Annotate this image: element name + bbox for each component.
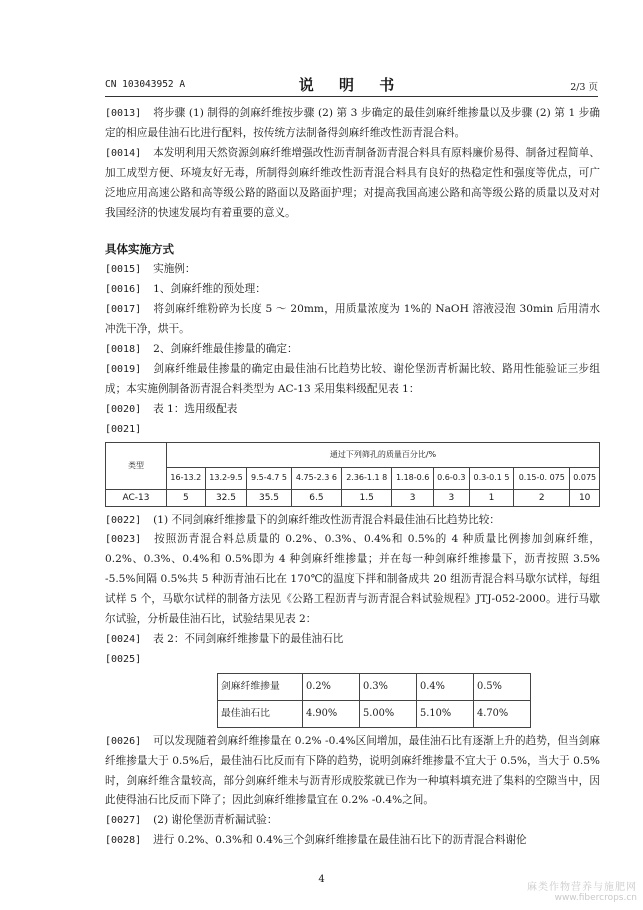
paragraph-tag: [0028] xyxy=(105,835,142,847)
paragraph-text: (2) 谢伦堡沥青析漏试验： xyxy=(153,814,278,827)
table-cell-type: AC-13 xyxy=(106,489,167,506)
paragraph-0022 xyxy=(105,511,600,531)
sieve-header: 9.5-4.7 5 xyxy=(247,467,291,489)
section-heading: 具体实施方式 xyxy=(105,242,174,257)
paragraph-0019 xyxy=(105,360,600,400)
table-cell: 5 xyxy=(167,489,206,506)
paragraph-tag: [0013] xyxy=(105,108,142,119)
table-cell: 0.4% xyxy=(417,673,474,700)
sieve-header: 0.3-0.1 5 xyxy=(469,467,513,489)
table-cell: 5.00% xyxy=(360,700,417,727)
sieve-header: 16-13.2 xyxy=(167,467,206,489)
paragraph-text: 1、剑麻纤维的预处理： xyxy=(153,283,266,296)
table-cell: 0.3% xyxy=(360,673,417,700)
paragraph-tag: [0025] xyxy=(105,653,142,665)
paragraph-text: 将剑麻纤维粉碎为长度 5 ～ 20mm，用质量浓度为 1%的 NaOH 溶液浸泡 30min 后用清水冲洗干净，烘干。 xyxy=(105,303,600,336)
paragraph-0026 xyxy=(105,732,600,812)
paragraph-text: 按照沥青混合料总质量的 0.2%、0.3%、0.4%和 0.5%的 4 种质量比例掺加剑麻纤维，0.2%、0.3%、0.4%和 0.5%即为 4 种剑麻纤维掺量；并在每一种剑麻纤维掺量下，沥青按照 3.5% -5.5%间隔 0.5%共 5 种沥青油石比在 170℃的温度下拌和制备成共 20 组沥青混合料马歇尔试样，每组试样 5 个，马歇尔试样的制备方法见《公路工程沥青与沥青混合料试验规程》JTJ-052-2000。进行马歇尔试验，分析最佳油石比，试验结果见表 2： xyxy=(105,533,600,626)
paragraph-text: (1) 不同剑麻纤维掺量下的剑麻纤维改性沥青混合料最佳油石比趋势比较： xyxy=(153,513,500,526)
paragraph-text: 表 2：不同剑麻纤维掺量下的最佳油石比 xyxy=(153,632,344,645)
paragraph-tag: [0027] xyxy=(105,815,142,827)
paragraph-0016 xyxy=(105,280,600,300)
paragraph-0023 xyxy=(105,530,600,630)
table-cell: 2 xyxy=(514,489,570,506)
document-body xyxy=(105,104,600,851)
sieve-header: 0.15-0. 075 xyxy=(514,467,570,489)
table-cell: 4.70% xyxy=(474,700,531,727)
table-cell: 10 xyxy=(570,489,600,506)
paragraph-text: 表 1：选用级配表 xyxy=(153,402,238,415)
paragraph-text: 将步骤 (1) 制得的剑麻纤维按步骤 (2) 第 3 步确定的最佳剑麻纤维掺量以及步骤 (2) 第 1 步确定的相应最佳油石比进行配料，按传统方法制备得剑麻纤维改性沥青混合料。 xyxy=(105,107,600,139)
paragraph-0027 xyxy=(105,811,600,831)
paragraph-tag: [0024] xyxy=(105,633,142,645)
paragraph-0015 xyxy=(105,260,600,280)
table-cell: 6.5 xyxy=(291,489,341,506)
table-cell: 3 xyxy=(392,489,434,506)
paragraph-text: 实施例： xyxy=(153,263,196,276)
paragraph-0014 xyxy=(105,144,600,224)
paragraph-0017 xyxy=(105,300,600,340)
table-cell: 35.5 xyxy=(247,489,291,506)
table-cell: 1.5 xyxy=(342,489,392,506)
table-header-type: 类型 xyxy=(106,442,167,489)
sieve-header: 0.6-0.3 xyxy=(433,467,469,489)
table-cell: 3 xyxy=(433,489,469,506)
paragraph-tag: [0022] xyxy=(105,514,142,526)
table-header-group: 通过下列筛孔的质量百分比/% xyxy=(167,442,600,467)
paragraph-tag: [0017] xyxy=(105,304,142,316)
optimal-asphalt-ratio-table xyxy=(217,673,531,728)
sieve-header: 4.75-2.3 6 xyxy=(291,467,341,489)
table-cell: 0.5% xyxy=(474,673,531,700)
paragraph-tag: [0021] xyxy=(105,423,142,435)
table-cell: 4.90% xyxy=(303,700,360,727)
table-cell: 32.5 xyxy=(205,489,247,506)
gradation-table xyxy=(105,442,600,507)
paragraph-tag: [0020] xyxy=(105,403,142,415)
row-label-fiber-content: 剑麻纤维掺量 xyxy=(218,673,303,700)
paragraph-0018 xyxy=(105,340,600,360)
paragraph-0021 xyxy=(105,420,600,440)
paragraph-0028 xyxy=(105,831,600,851)
row-label-optimal-ratio: 最佳油石比 xyxy=(218,700,303,727)
watermark-url: www.fibercrops.cn xyxy=(554,893,637,903)
paragraph-tag: [0026] xyxy=(105,735,142,747)
patent-number: CN 103043952 A xyxy=(105,79,186,90)
sieve-header: 13.2-9.5 xyxy=(205,467,247,489)
sieve-header: 2.36-1.1 8 xyxy=(342,467,392,489)
page-number: 4 xyxy=(318,874,325,885)
paragraph-tag: [0014] xyxy=(105,147,142,159)
page-count: 2/3 页 xyxy=(570,82,598,93)
watermark-line: 麻类作物营养与施肥网 xyxy=(527,882,637,893)
table-row xyxy=(218,673,531,700)
table-cell: 5.10% xyxy=(417,700,474,727)
table-cell: 1 xyxy=(469,489,513,506)
spacer xyxy=(105,223,600,238)
paragraph-tag: [0015] xyxy=(105,264,142,276)
table-row xyxy=(218,700,531,727)
paragraph-text: 2、剑麻纤维最佳掺量的确定： xyxy=(153,342,298,355)
paragraph-text: 可以发现随着剑麻纤维掺量在 0.2% -0.4%区间增加，最佳油石比有逐渐上升的趋势，但当剑麻纤维掺量大于 0.5%后，最佳油石比反而有下降的趋势，说明剑麻纤维掺量不宜大于 0.5%，当大于 0.5%时，剑麻纤维含量较高，部分剑麻纤维未与沥青形成胶浆就已作为一种填料填充进了集料的空隙当中，因此使得油石比反而下降了；因此剑麻纤维掺量宜在 0.2% -0.4%之间。 xyxy=(105,734,600,807)
paragraph-text: 进行 0.2%、0.3%和 0.4%三个剑麻纤维掺量在最佳油石比下的沥青混合料谢伦 xyxy=(153,834,527,847)
paragraph-text: 本发明利用天然资源剑麻纤维增强改性沥青制备沥青混合料具有原料廉价易得、制备过程简单、加工成型方便、环境友好无毒，所制得剑麻纤维改性沥青混合料具有良好的热稳定性和强度等优点，可广泛地应用高速公路和高等级公路的路面以及路面护理；对提高我国高速公路和高等级公路的质量以及对对我国经济的快速发展均有着重要的意义。 xyxy=(105,146,600,219)
paragraph-0025 xyxy=(105,650,600,670)
paragraph-0013 xyxy=(105,104,600,144)
paragraph-0020 xyxy=(105,400,600,420)
paragraph-tag: [0019] xyxy=(105,363,142,375)
paragraph-0024 xyxy=(105,630,600,650)
paragraph-text: 剑麻纤维最佳掺量的确定由最佳油石比趋势比较、谢伦堡沥青析漏比较、路用性能验证三步组成；本实施例制备沥青混合料类型为 AC-13 采用集料级配见表 1： xyxy=(105,362,600,395)
sieve-header: 0.075 xyxy=(570,467,600,489)
watermark xyxy=(527,882,637,904)
paragraph-tag: [0023] xyxy=(105,534,142,546)
table-header-row xyxy=(106,467,600,489)
sieve-header: 1.18-0.6 xyxy=(392,467,434,489)
paragraph-tag: [0016] xyxy=(105,284,142,296)
table-row xyxy=(106,489,600,506)
page-header xyxy=(105,76,598,97)
table-cell: 0.2% xyxy=(303,673,360,700)
document-title: 说 明 书 xyxy=(298,76,405,94)
paragraph-tag: [0018] xyxy=(105,343,142,355)
